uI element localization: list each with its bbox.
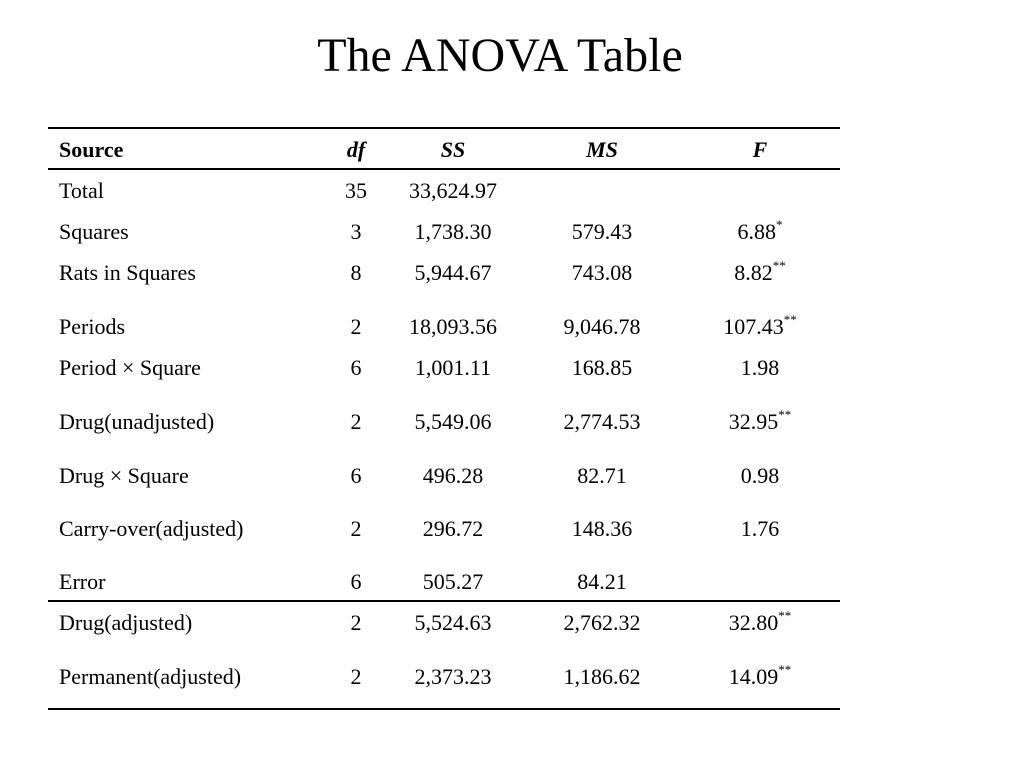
row-ss: 296.72 [422,516,484,541]
table-header-rule [48,168,840,170]
row-f [700,603,820,643]
row-f [700,348,820,388]
row-ss: 33,624.97 [409,178,497,203]
row-df: 3 [350,219,362,244]
row-df: 2 [350,409,362,434]
table-bottom-rule [48,708,840,710]
row-ms: 84.21 [577,569,627,594]
significance-marker: ** [783,311,797,327]
row-f [700,402,820,442]
table-row [48,456,840,496]
row-df: 2 [350,664,362,689]
table-row [48,212,840,252]
row-f-value: 1.76 [740,516,780,541]
row-source: Error [59,569,106,594]
row-f [700,307,820,347]
table-row [48,253,840,293]
row-ss: 5,524.63 [414,610,492,635]
row-source: Periods [59,314,125,339]
row-source: Drug × Square [59,463,189,488]
slide-title: The ANOVA Table [317,29,683,82]
header-f: F [752,137,768,162]
row-df: 2 [350,516,362,541]
row-f-value: 32.95 [728,409,779,434]
table-row [48,562,840,602]
table-row [48,657,840,697]
row-f [700,657,820,697]
row-f-value: 6.88 [737,219,776,244]
row-ms: 1,186.62 [563,664,641,689]
row-ms: 9,046.78 [563,314,641,339]
row-f [700,212,820,252]
table-section-rule [48,600,840,602]
row-ms: 148.36 [571,516,633,541]
row-source: Drug(unadjusted) [59,409,215,434]
row-source: Rats in Squares [59,260,196,285]
row-ss: 5,549.06 [414,409,492,434]
row-ss: 496.28 [422,463,484,488]
row-source: Permanent(adjusted) [59,664,242,689]
header-source: Source [59,137,124,162]
row-df: 8 [350,260,362,285]
row-ss: 1,001.11 [414,355,492,380]
row-ss: 2,373.23 [414,664,492,689]
row-ss: 1,738.30 [414,219,492,244]
row-f-value: 1.98 [740,355,780,380]
row-df: 2 [350,610,362,635]
significance-marker: ** [778,607,792,623]
row-ss: 505.27 [422,569,484,594]
row-df: 6 [350,355,362,380]
row-f-value: 107.43 [723,314,784,339]
row-ms: 82.71 [577,463,627,488]
significance-marker: ** [778,661,792,677]
row-f-value: 0.98 [740,463,780,488]
row-f-value: 32.80 [728,610,779,635]
row-ss: 5,944.67 [414,260,492,285]
row-source: Total [59,178,104,203]
table-row [48,307,840,347]
row-source: Squares [59,219,129,244]
header-ms: MS [586,137,618,162]
row-source: Drug(adjusted) [59,610,193,635]
table-row [48,603,840,643]
row-ms: 579.43 [571,219,633,244]
row-f [700,253,820,293]
row-ms: 743.08 [571,260,633,285]
row-df: 2 [350,314,362,339]
row-source: Carry-over(adjusted) [59,516,244,541]
row-df: 6 [350,569,362,594]
row-ms: 2,762.32 [563,610,641,635]
row-ms: 168.85 [571,355,633,380]
row-f [700,509,820,549]
row-f-value: 14.09 [728,664,779,689]
header-df: df [346,137,366,162]
table-row [48,348,840,388]
row-f [700,456,820,496]
table-top-rule [48,127,840,129]
row-df: 6 [350,463,362,488]
table-header-row [48,130,840,170]
row-source: Period × Square [59,355,201,380]
significance-marker: ** [778,406,792,422]
significance-marker: ** [772,257,786,273]
table-row [48,171,840,211]
row-ms: 2,774.53 [563,409,641,434]
significance-marker: * [776,216,783,232]
header-ss: SS [440,137,466,162]
row-df: 35 [345,178,367,203]
row-f-value: 8.82 [734,260,773,285]
table-row [48,509,840,549]
row-ss: 18,093.56 [409,314,497,339]
table-row [48,402,840,442]
